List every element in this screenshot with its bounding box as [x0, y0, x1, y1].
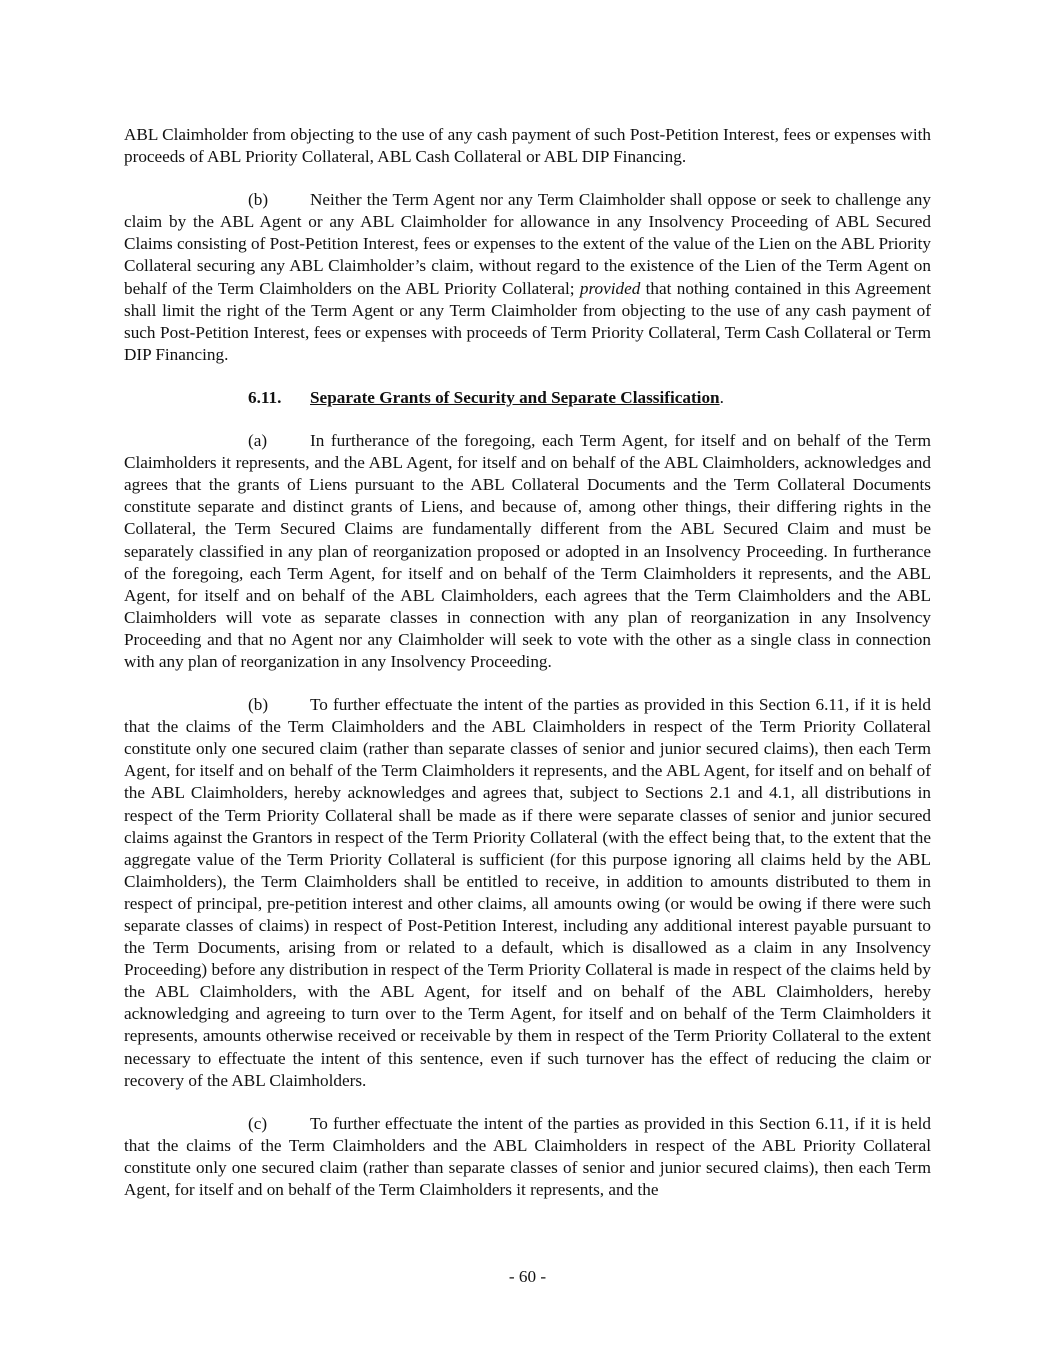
- paragraph-a-separate-grants: [124, 430, 931, 673]
- paragraph-text: In furtherance of the foregoing, each Term Agent, for itself and on behalf of the Term Claimholders it represents, and the ABL Agent, for itself and on behalf of the ABL Claimholders, acknowledges and agrees that the grants of Liens pursuant to the ABL Collateral Documents and the Term Collateral Documents constitute separate and distinct grants of Liens, and because of, among other things, their differing rights in the Collateral, the Term Secured Claims are fundamentally different from the ABL Secured Claim and must be separately classified in any plan of reorganization proposed or adopted in an Insolvency Proceeding. In furtherance of the foregoing, each Term Agent, for itself and on behalf of the Term Claimholders it represents, and the ABL Agent, for itself and on behalf of the ABL Claimholders, each agrees that the Term Claimholders and the ABL Claimholders will vote as separate classes in connection with any plan of reorganization in any Insolvency Proceeding and that no Agent nor any Claimholder will seek to vote with the other as a single class in connection with any plan of reorganization in any Insolvency Proceeding.: [124, 431, 931, 671]
- paragraph-text: To further effectuate the intent of the parties as provided in this Section 6.11, if it is held that the claims of the Term Claimholders and the ABL Claimholders in respect of the Term Priority Collateral constitute only one secured claim (rather than separate classes of senior and junior secured claims), then each Term Agent, for itself and on behalf of the Term Claimholders it represents, and the ABL Agent, for itself and on behalf of the ABL Claimholders, hereby acknowledges and agrees that, subject to Sections 2.1 and 4.1, all distributions in respect of the Term Priority Collateral shall be made as if there were separate classes of senior and junior secured claims against the Grantors in respect of the Term Priority Collateral (with the effect being that, to the extent that the aggregate value of the Term Priority Collateral is sufficient (for this purpose ignoring all claims held by the ABL Claimholders), the Term Claimholders shall be entitled to receive, in addition to amounts distributed to them in respect of principal, pre-petition interest and other claims, all amounts owing (or would be owing if there were such separate classes of claims) in respect of Post-Petition Interest, including any additional interest payable pursuant to the Term Documents, arising from or related to a default, which is disallowed as a claim in any Insolvency Proceeding) before any distribution in respect of the Term Priority Collateral is made in respect of the claims held by the ABL Claimholders, with the ABL Agent, for itself and on behalf of the ABL Claimholders, hereby acknowledging and agreeing to turn over to the Term Agent, for itself and on behalf of the Term Claimholders it represents, amounts otherwise received or receivable by them in respect of the Term Priority Collateral to the extent necessary to effectuate the intent of this sentence, even if such turnover has the effect of reducing the claim or recovery of the ABL Claimholders.: [124, 695, 931, 1090]
- section-number: 6.11.: [248, 387, 282, 407]
- paragraph-text: Neither the Term Agent nor any Term Claimholder shall oppose or seek to challenge any claim by the ABL Agent or any ABL Claimholder for allowance in any Insolvency Proceeding of ABL Secured Claims consisting of Post-Petition Interest, fees or expenses to the extent of the value of the Lien on the ABL Priority Collateral securing any ABL Claimholder’s claim, without regard to the existence of the Lien of the Term Agent on behalf of the Term Claimholders on the ABL Priority Collateral;: [124, 190, 931, 298]
- paragraph-label: (c): [248, 1113, 268, 1133]
- paragraph-text: that nothing contained in this Agreement shall limit the right of the Term Agent or any Term Claimholder from objecting to the use of any cash payment of such Post-Petition Interest, fees or expenses with proceeds of Term Priority Collateral, Term Cash Collateral or Term DIP Financing.: [124, 278, 931, 364]
- paragraph-b-post-petition: [124, 189, 931, 366]
- paragraph-c-abl-priority: [124, 1113, 931, 1201]
- page-number: - 60 -: [508, 1267, 547, 1286]
- section-title: Separate Grants of Security and Separate Classification: [310, 387, 720, 407]
- paragraph-label: (a): [248, 431, 268, 451]
- document-page: [124, 124, 931, 1201]
- section-heading: [124, 387, 931, 409]
- paragraph-text: To further effectuate the intent of the parties as provided in this Section 6.11, if it is held that the claims of the Term Claimholders and the ABL Claimholders in respect of the ABL Priority Collateral constitute only one secured claim (rather than separate classes of senior and junior secured claims), then each Term Agent, for itself and on behalf of the Term Claimholders it represents, and the: [124, 1113, 931, 1200]
- emphasis-text: provided: [579, 278, 641, 298]
- paragraph-label: (b): [248, 190, 269, 210]
- paragraph-b-term-priority: [124, 694, 931, 1092]
- carryover-paragraph: ABL Claimholder from objecting to the use of any cash payment of such Post-Petition Interest, fees or expenses with proceeds of ABL Priority Collateral, ABL Cash Collateral or ABL DIP Financing.: [124, 125, 931, 167]
- section-title-period: .: [719, 387, 724, 407]
- paragraph-label: (b): [248, 695, 269, 715]
